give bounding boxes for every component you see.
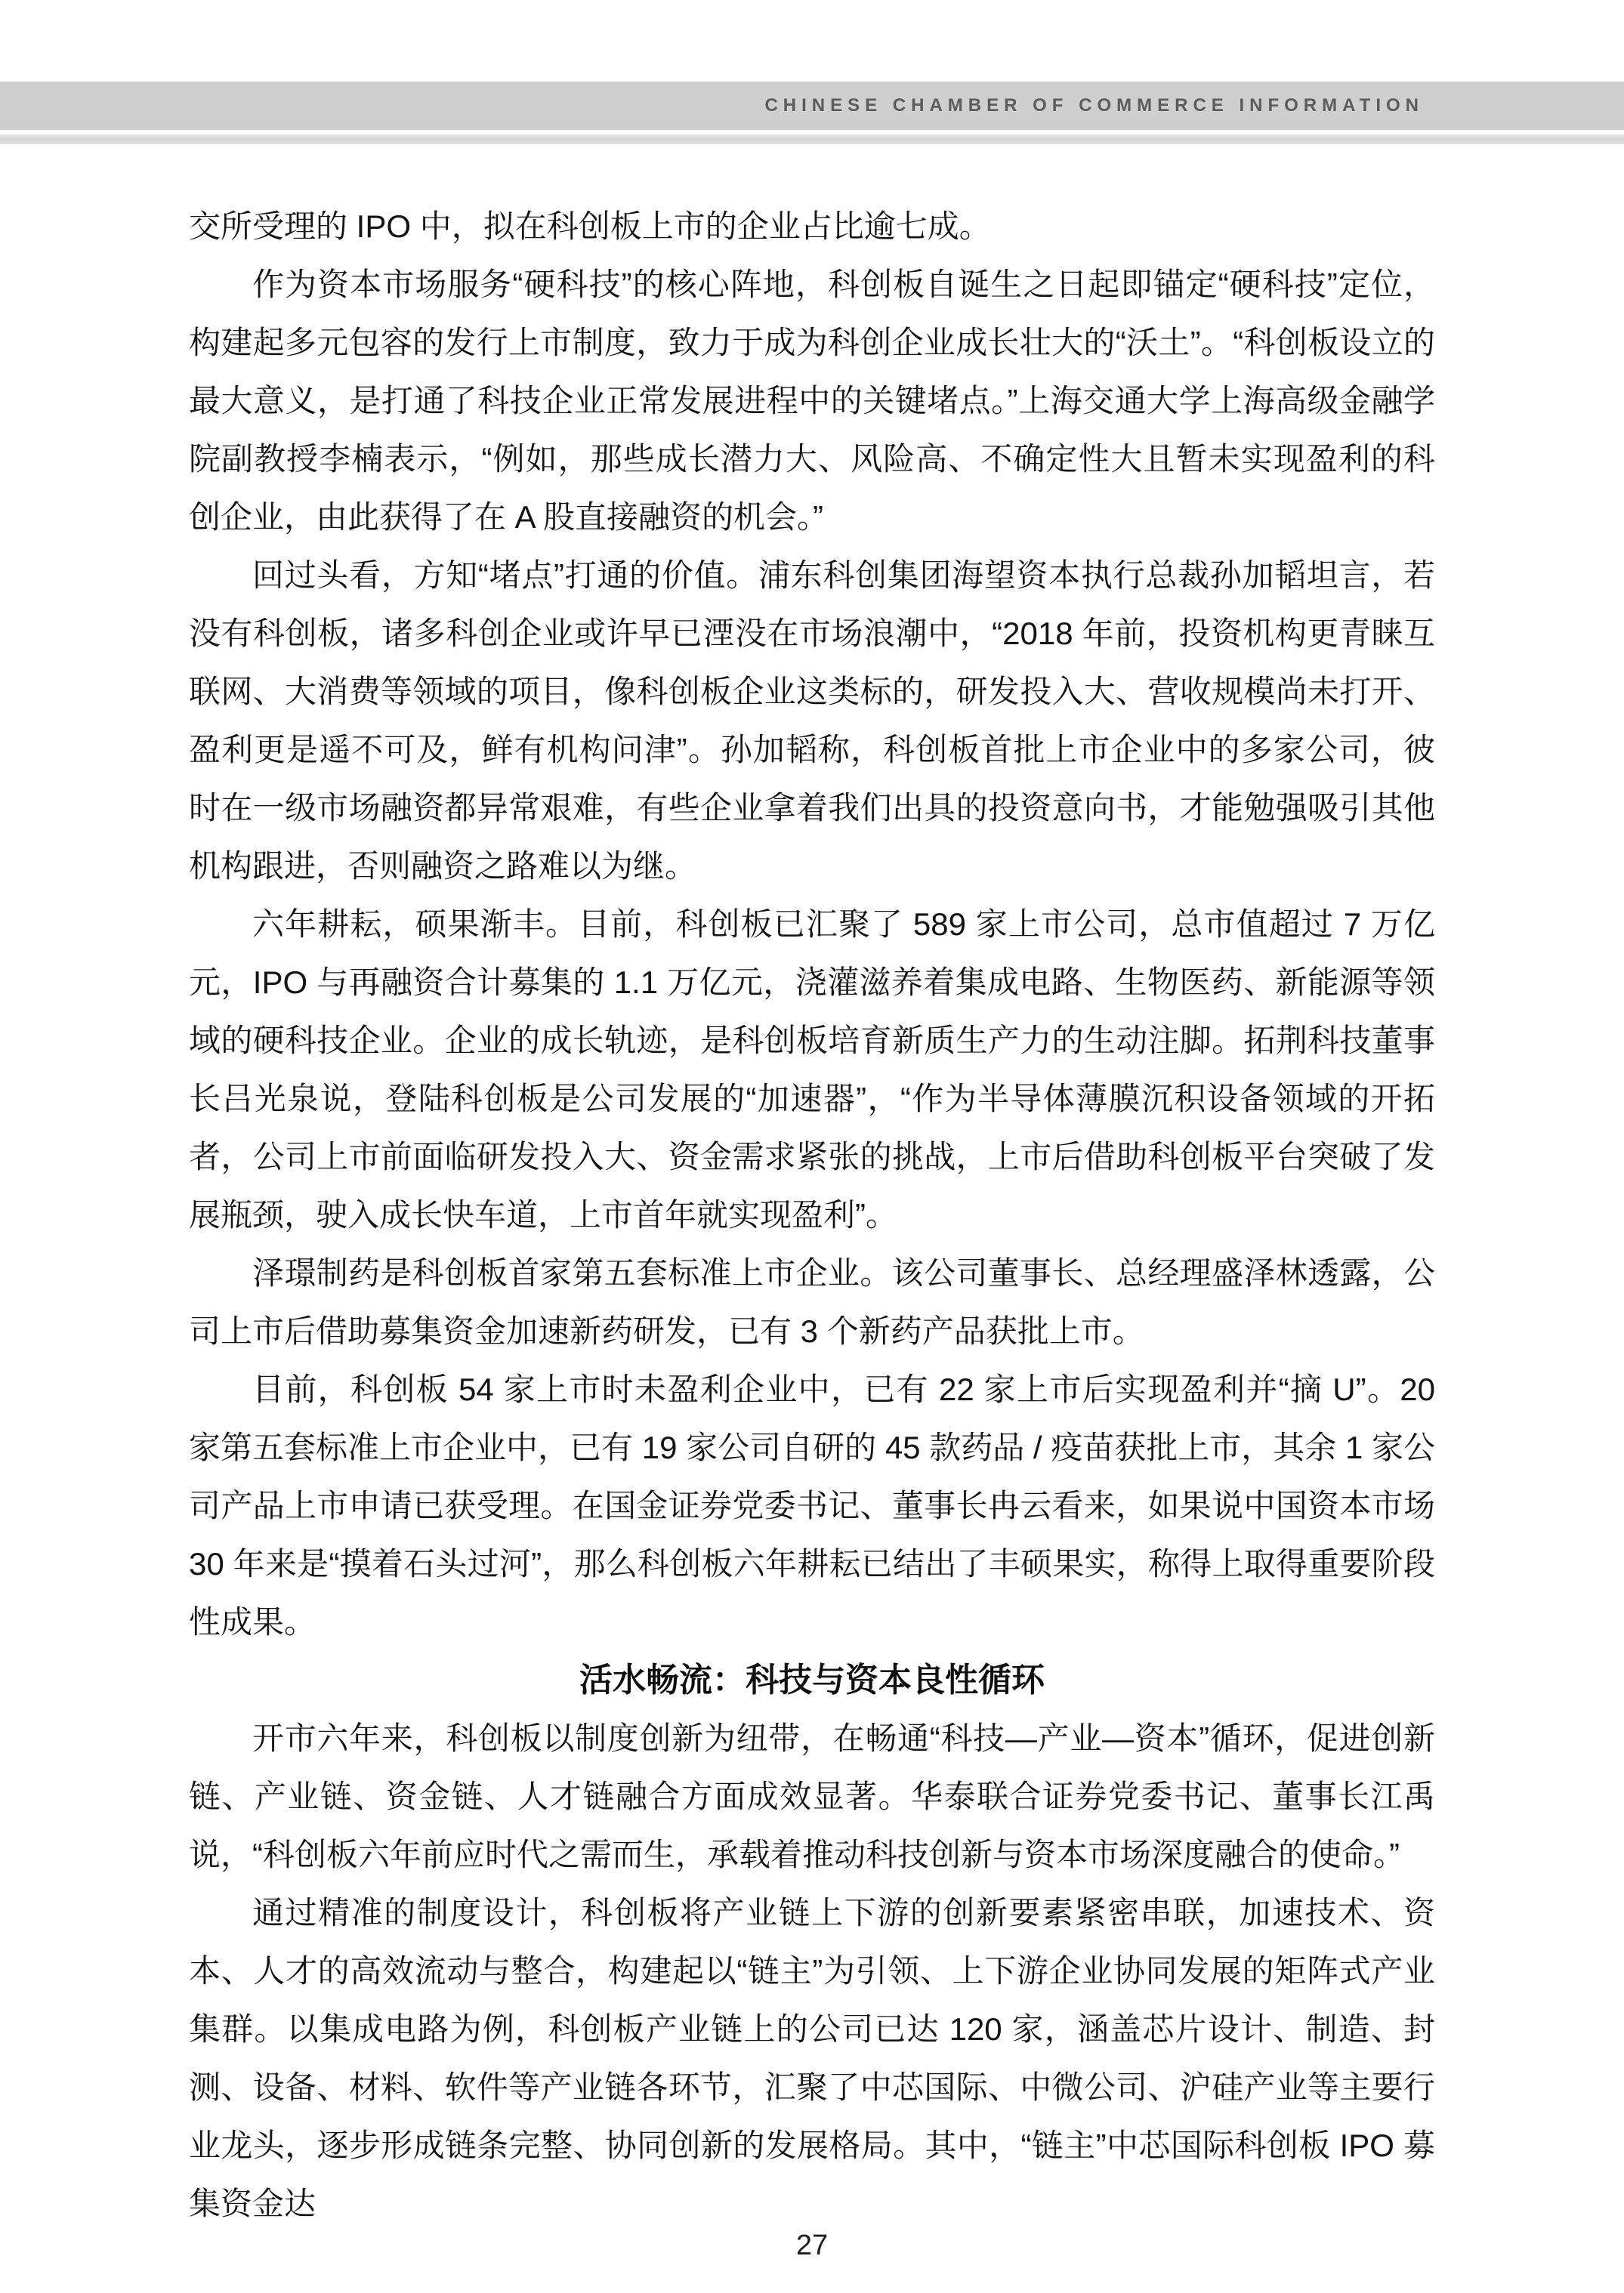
paragraph: 回过头看，方知“堵点”打通的价值。浦东科创集团海望资本执行总裁孙加韬坦言，若没有科创板，诸多科创企业或许早已湮没在市场浪潮中，“2018 年前，投资机构更青睐互联网、大消费等领域的项目，像科创板企业这类标的，研发投入大、营收规模尚未打开、盈利更是遥不可及，鲜有机构问津”。孙加韬称，科创板首批上市企业中的多家公司，彼时在一级市场融资都异常艰难，有些企业拿着我们出具的投资意向书，才能勉强吸引其他机构跟进，否则融资之路难以为继。: [189, 557, 1435, 884]
article-body: [189, 197, 1435, 2233]
section-heading: 活水畅流：科技与资本良性循环: [579, 1662, 1045, 1699]
page-number: 27: [795, 2230, 829, 2261]
banner-title: CHINESE CHAMBER OF COMMERCE INFORMATION: [764, 95, 1424, 116]
header-rule: [0, 134, 1624, 144]
paragraph: 作为资本市场服务“硬科技”的核心阵地，科创板自诞生之日起即锚定“硬科技”定位，构建起多元包容的发行上市制度，致力于成为科创企业成长壮大的“沃土”。“科创板设立的最大意义，是打通了科技企业正常发展进程中的关键堵点。”上海交通大学上海高级金融学院副教授李楠表示，“例如，那些成长潜力大、风险高、不确定性大且暂未实现盈利的科创企业，由此获得了在 A 股直接融资的机会。”: [189, 267, 1435, 535]
paragraph: 通过精准的制度设计，科创板将产业链上下游的创新要素紧密串联，加速技术、资本、人才的高效流动与整合，构建起以“链主”为引领、上下游企业协同发展的矩阵式产业集群。以集成电路为例，科创板产业链上的公司已达 120 家，涵盖芯片设计、制造、封测、设备、材料、软件等产业链各环节，汇聚了中芯国际、中微公司、沪硅产业等主要行业龙头，逐步形成链条完整、协同创新的发展格局。其中，“链主”中芯国际科创板 IPO 募集资金达: [189, 1895, 1435, 2221]
paragraph: 泽璟制药是科创板首家第五套标准上市企业。该公司董事长、总经理盛泽林透露，公司上市后借助募集资金加速新药研发，已有 3 个新药产品获批上市。: [189, 1255, 1435, 1349]
paragraph: 六年耕耘，硕果渐丰。目前，科创板已汇聚了 589 家上市公司，总市值超过 7 万亿元，IPO 与再融资合计募集的 1.1 万亿元，浇灌滋养着集成电路、生物医药、新能源等领域的硬科技企业。企业的成长轨迹，是科创板培育新质生产力的生动注脚。拓荆科技董事长吕光泉说，登陆科创板是公司发展的“加速器”，“作为半导体薄膜沉积设备领域的开拓者，公司上市前面临研发投入大、资金需求紧张的挑战，上市后借助科创板平台突破了发展瓶颈，驶入成长快车道，上市首年就实现盈利”。: [189, 906, 1435, 1233]
paragraph-continuation: 交所受理的 IPO 中，拟在科创板上市的企业占比逾七成。: [189, 208, 991, 244]
paragraph: 开市六年来，科创板以制度创新为纽带，在畅通“科技—产业—资本”循环，促进创新链、产业链、资金链、人才链融合方面成效显著。华泰联合证券党委书记、董事长江禹说，“科创板六年前应时代之需而生，承载着推动科技创新与资本市场深度融合的使命。”: [189, 1721, 1435, 1872]
paragraph: 目前，科创板 54 家上市时未盈利企业中，已有 22 家上市后实现盈利并“摘 U”。20 家第五套标准上市企业中，已有 19 家公司自研的 45 款药品 / 疫苗获批上市，其余 1 家公司产品上市申请已获受理。在国金证券党委书记、董事长冉云看来，如果说中国资本市场 30 年来是“摸着石头过河”，那么科创板六年耕耘已结出了丰硕果实，称得上取得重要阶段性成果。: [189, 1372, 1435, 1640]
header-banner: [0, 82, 1624, 130]
